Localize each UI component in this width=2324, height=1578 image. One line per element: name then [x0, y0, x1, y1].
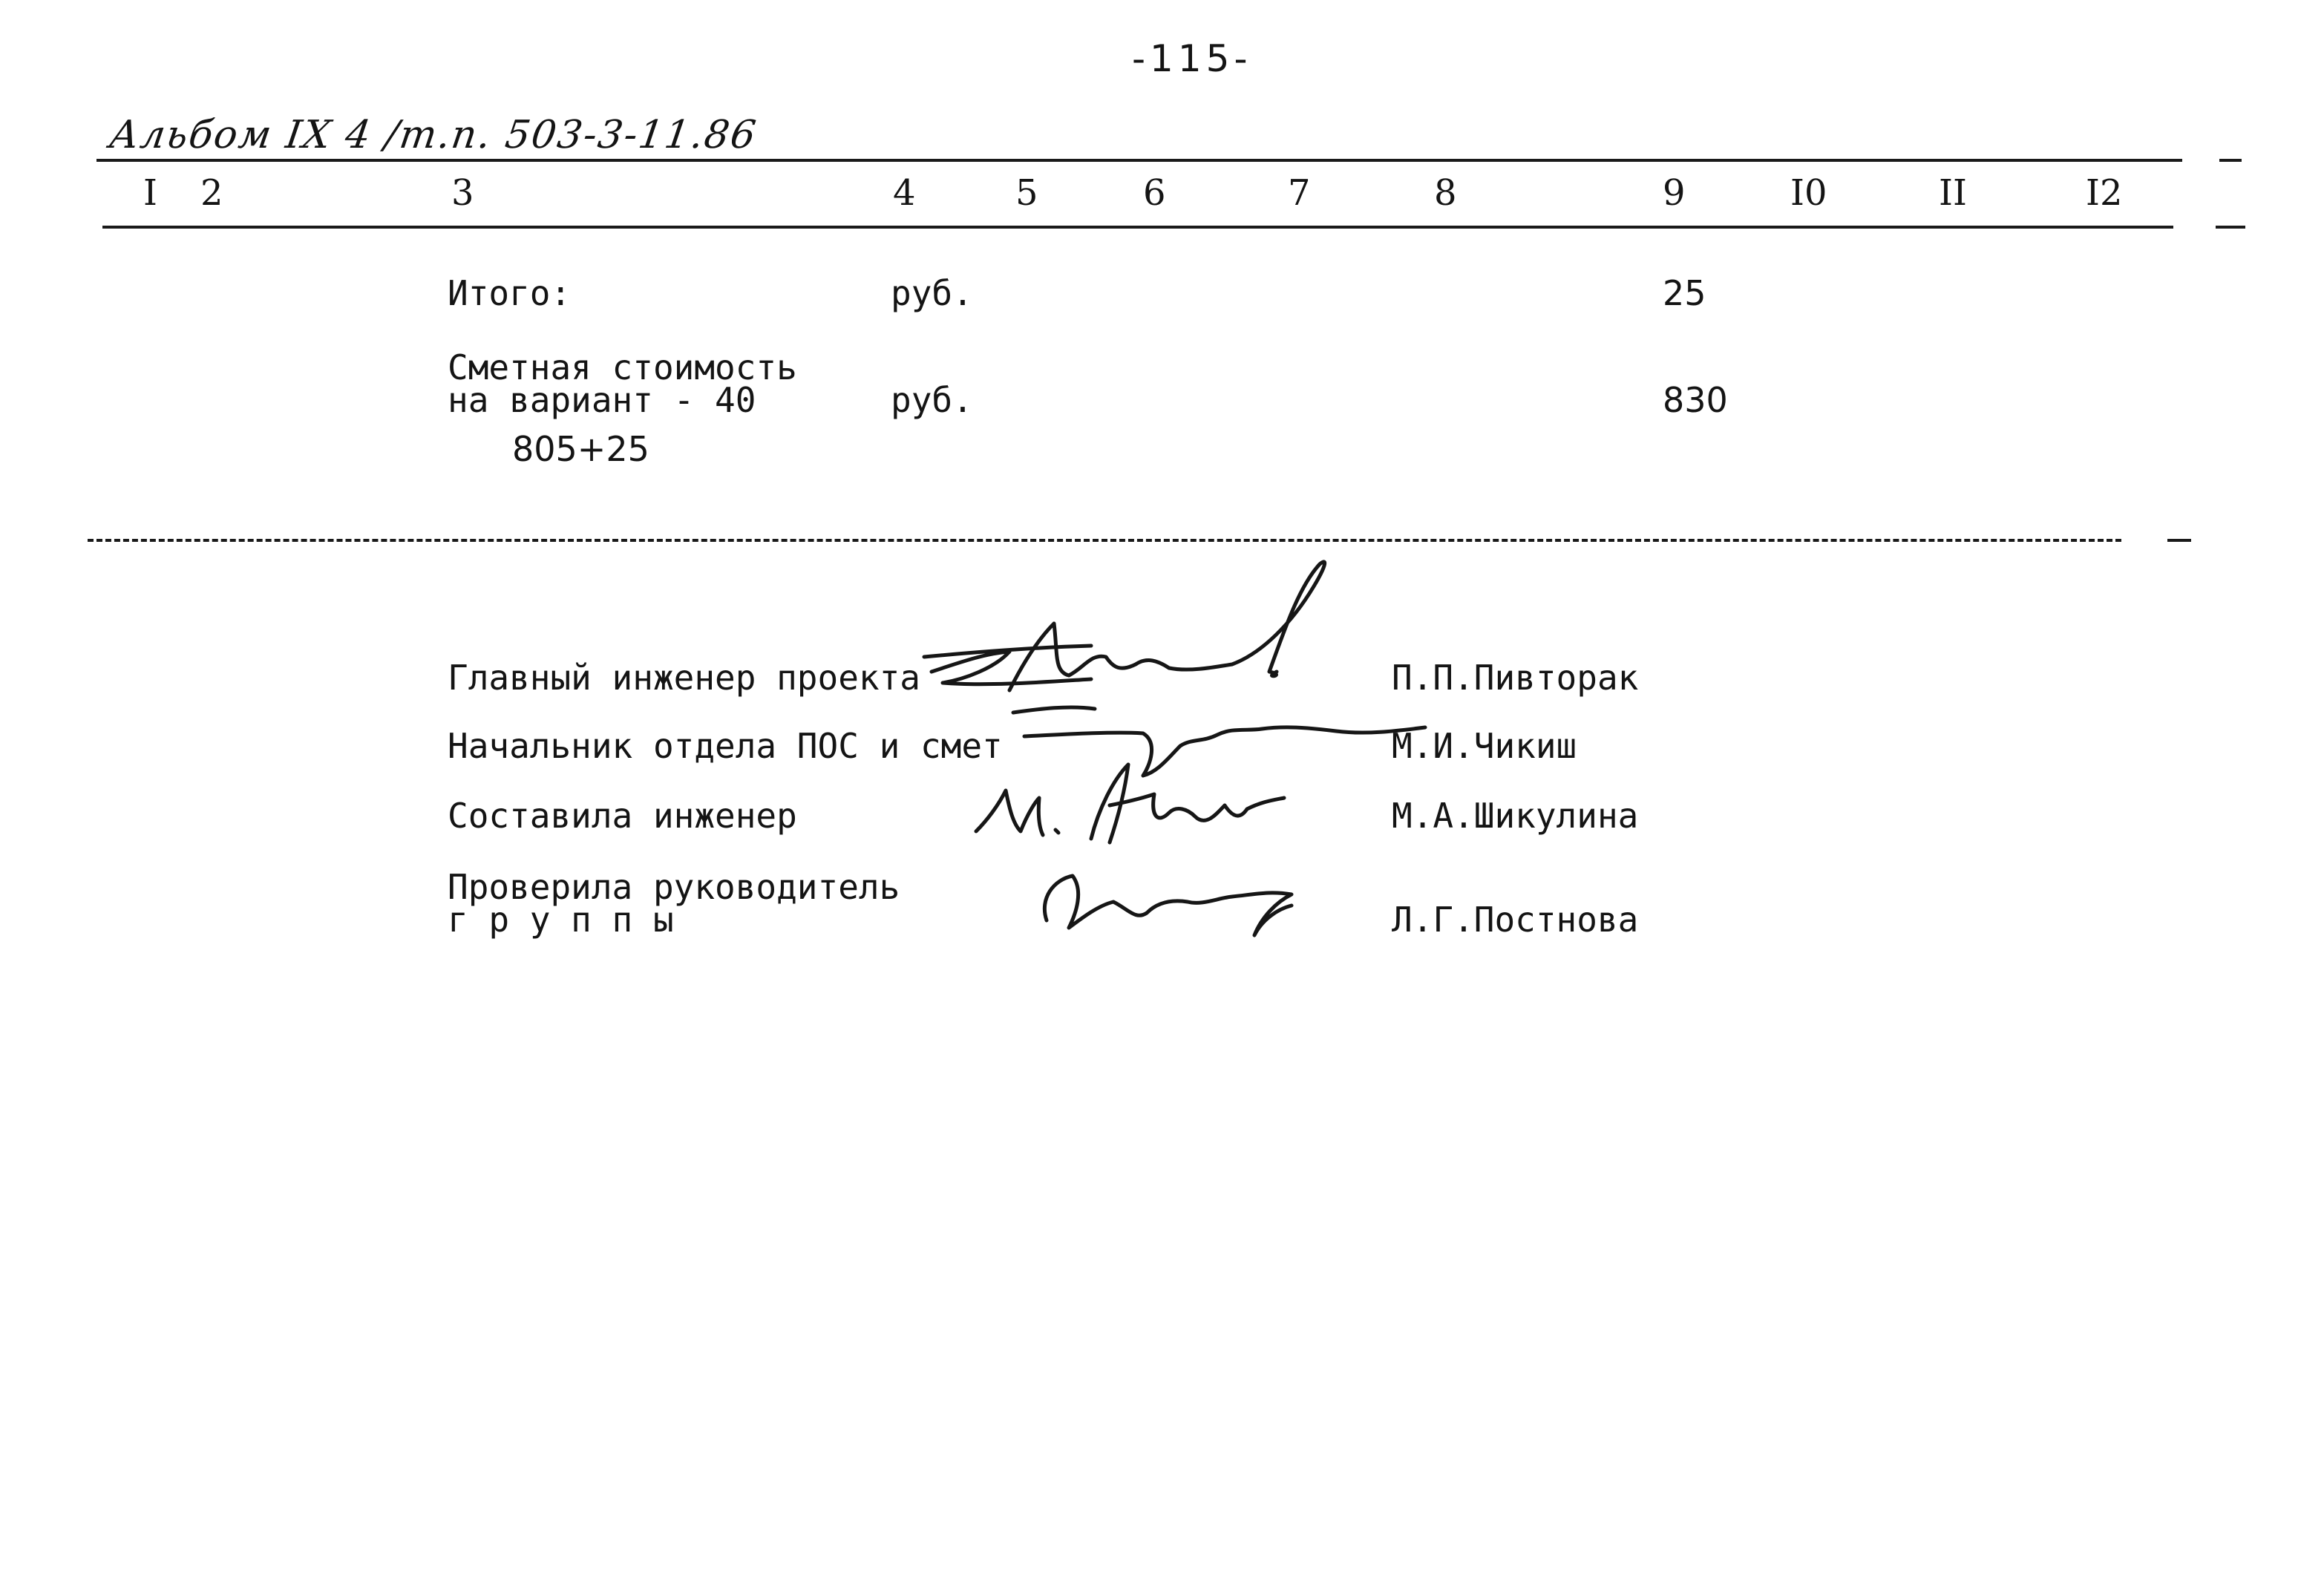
signature-name-reviewer: Л.Г.Постнова — [1392, 900, 1639, 940]
row-estimate-name-line1: Сметная стоимость — [448, 347, 797, 387]
column-number-7: 7 — [1288, 172, 1311, 214]
column-number-8: 8 — [1434, 172, 1457, 214]
album-reference: Альбом IX 4 /т.п. 503-3-11.86 — [106, 113, 760, 157]
signature-role-reviewer-line1: Проверила руководитель — [448, 867, 900, 907]
row-estimate-name-line2: на вариант - 40 — [448, 380, 756, 420]
row-total-value: 25 — [1663, 273, 1706, 313]
row-total-unit: руб. — [891, 273, 973, 313]
signature-role-compiler: Составила инженер — [448, 796, 797, 836]
column-number-3: 3 — [451, 172, 474, 214]
signature-mark-chief-engineer — [924, 562, 1325, 690]
signature-name-compiler: М.А.Шикулина — [1392, 796, 1639, 836]
row-estimate-value: 830 — [1663, 380, 1728, 420]
signature-name-chief-engineer: П.П.Пивторак — [1392, 658, 1639, 698]
column-number-4: 4 — [893, 172, 916, 214]
column-number-12: I2 — [2086, 172, 2123, 214]
column-number-11: II — [1939, 172, 1967, 214]
column-number-9: 9 — [1663, 172, 1686, 214]
column-number-6: 6 — [1143, 172, 1166, 214]
signature-role-chief-engineer: Главный инженер проекта — [448, 658, 920, 698]
signature-role-reviewer-line2: г р у п п ы — [448, 900, 674, 940]
column-number-5: 5 — [1015, 172, 1038, 214]
column-number-1: I — [143, 172, 157, 214]
row-estimate-formula: 805+25 — [512, 429, 649, 469]
signature-mark-reviewer — [1044, 876, 1292, 935]
column-number-2: 2 — [200, 172, 223, 214]
signature-mark-department-head — [1013, 707, 1425, 776]
page-number: -115- — [1132, 37, 1252, 80]
signature-name-department-head: М.И.Чикиш — [1392, 726, 1577, 766]
row-estimate-unit: руб. — [891, 380, 973, 420]
row-total-name: Итого: — [448, 273, 572, 313]
signature-mark-compiler — [976, 765, 1284, 842]
column-number-10: I0 — [1790, 172, 1827, 214]
signature-role-department-head: Начальник отдела ПОС и смет — [448, 726, 1003, 766]
